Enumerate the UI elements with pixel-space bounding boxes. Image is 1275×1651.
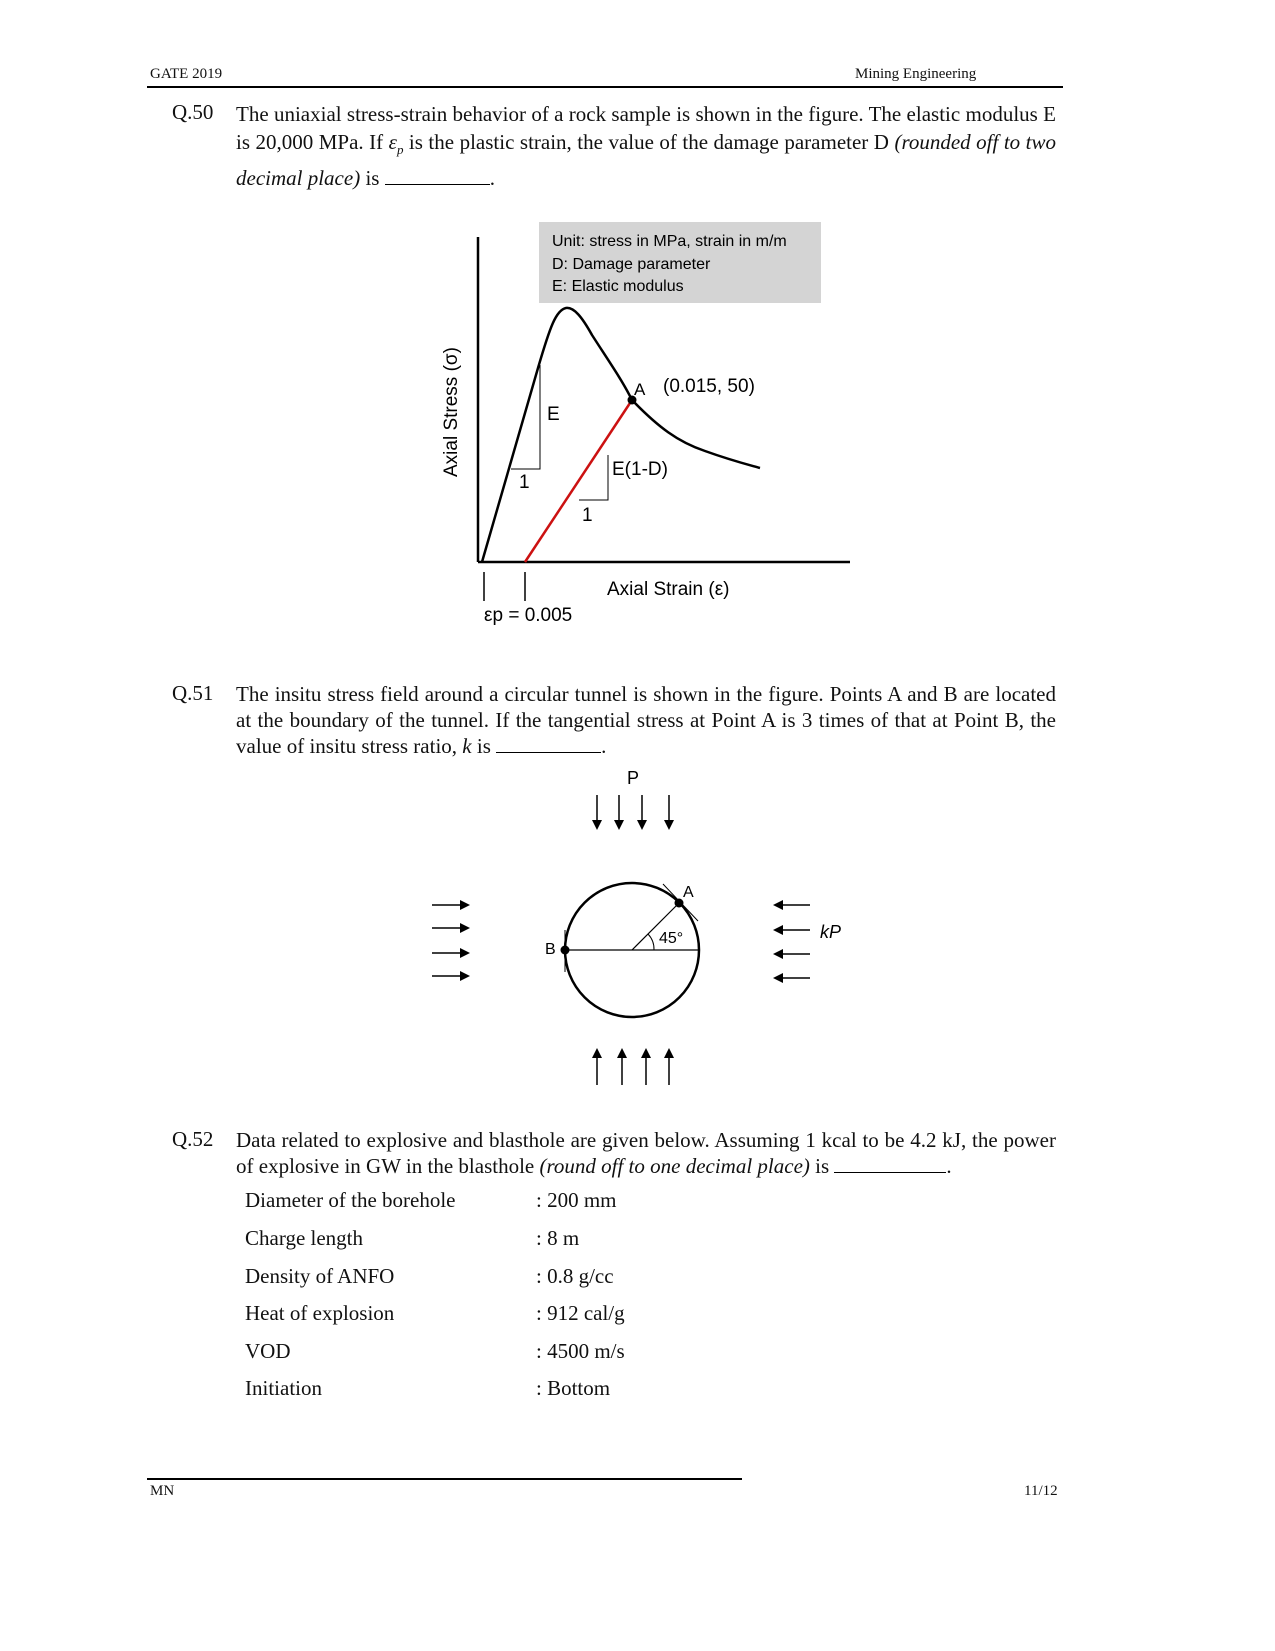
footer-page-number: 11/12 bbox=[1024, 1483, 1058, 1499]
run-1-elastic: 1 bbox=[519, 472, 530, 493]
row-value-heat: : 912 cal/g bbox=[536, 1301, 625, 1325]
point-a-coords: (0.015, 50) bbox=[663, 376, 755, 397]
row-label-vod: VOD bbox=[245, 1339, 291, 1363]
q51-text: The insitu stress field around a circular tunnel is shown in the figure. Points A and B are located at the boundary of the tunnel. If the tangential stress at Point A is 3 times of that at Point B, the value of insitu stress ratio, k is . bbox=[236, 682, 1056, 758]
q50-text: The uniaxial stress-strain behavior of a rock sample is shown in the figure. The elastic modulus E is 20,000 MPa. If $\varepsilon_p$ is the plastic strain, the value of the damage parameter D (rounded off to two decimal place) is . bbox=[236, 102, 1056, 191]
label-b: B bbox=[545, 941, 556, 958]
header-right: Mining Engineering bbox=[855, 66, 977, 82]
unloading-line bbox=[525, 400, 632, 562]
angle-label: 45° bbox=[659, 930, 684, 947]
row-value-charge-length: : 8 m bbox=[536, 1226, 580, 1250]
slope-e-label: E bbox=[547, 404, 560, 425]
q50-answer-blank bbox=[385, 166, 490, 185]
legend-line-d: D: Damage parameter bbox=[552, 256, 711, 273]
row-value-vod: : 4500 m/s bbox=[536, 1339, 625, 1363]
row-label-density: Density of ANFO bbox=[245, 1264, 395, 1288]
row-label-initiation: Initiation bbox=[245, 1376, 322, 1400]
row-label-heat: Heat of explosion bbox=[245, 1301, 395, 1325]
q51-number: Q.51 bbox=[172, 681, 214, 705]
point-a-label: A bbox=[634, 380, 646, 399]
label-p: P bbox=[627, 768, 640, 788]
row-label-charge-length: Charge length bbox=[245, 1226, 364, 1250]
point-b-dot bbox=[561, 946, 570, 955]
eps-p-label: εp = 0.005 bbox=[484, 605, 573, 626]
slope-triangle-e1d bbox=[579, 455, 608, 500]
footer-rule bbox=[147, 1478, 742, 1480]
legend-line-e: E: Elastic modulus bbox=[552, 278, 684, 295]
q52-answer-blank bbox=[834, 1154, 946, 1173]
q51-answer-blank bbox=[496, 734, 601, 753]
slope-e1d-label: E(1-D) bbox=[612, 459, 668, 480]
stress-strain-curve bbox=[482, 308, 760, 562]
x-axis-label: Axial Strain (ε) bbox=[607, 579, 730, 600]
tunnel-stress-figure bbox=[420, 760, 860, 1100]
legend-line-units: Unit: stress in MPa, strain in m/m bbox=[552, 233, 787, 250]
header-left: GATE 2019 bbox=[150, 66, 223, 82]
angle-arc bbox=[648, 934, 654, 950]
run-1-damaged: 1 bbox=[582, 505, 593, 526]
q52-text: Data related to explosive and blasthole are given below. Assuming 1 kcal to be 4.2 kJ, the power of explosive in GW in the blasthole (round off to one decimal place) is . bbox=[236, 1128, 1056, 1178]
row-value-density: : 0.8 g/cc bbox=[536, 1264, 614, 1288]
y-axis-label: Axial Stress (σ) bbox=[441, 347, 462, 477]
q52-number: Q.52 bbox=[172, 1127, 214, 1151]
q50-number: Q.50 bbox=[172, 100, 214, 124]
stress-strain-figure bbox=[400, 215, 880, 635]
row-value-initiation: : Bottom bbox=[536, 1376, 611, 1400]
header-rule bbox=[147, 86, 1063, 88]
label-kp: kP bbox=[820, 922, 842, 942]
row-label-diameter: Diameter of the borehole bbox=[245, 1188, 456, 1212]
row-value-diameter: : 200 mm bbox=[536, 1188, 617, 1212]
label-a: A bbox=[683, 884, 694, 901]
footer-left: MN bbox=[150, 1483, 175, 1499]
